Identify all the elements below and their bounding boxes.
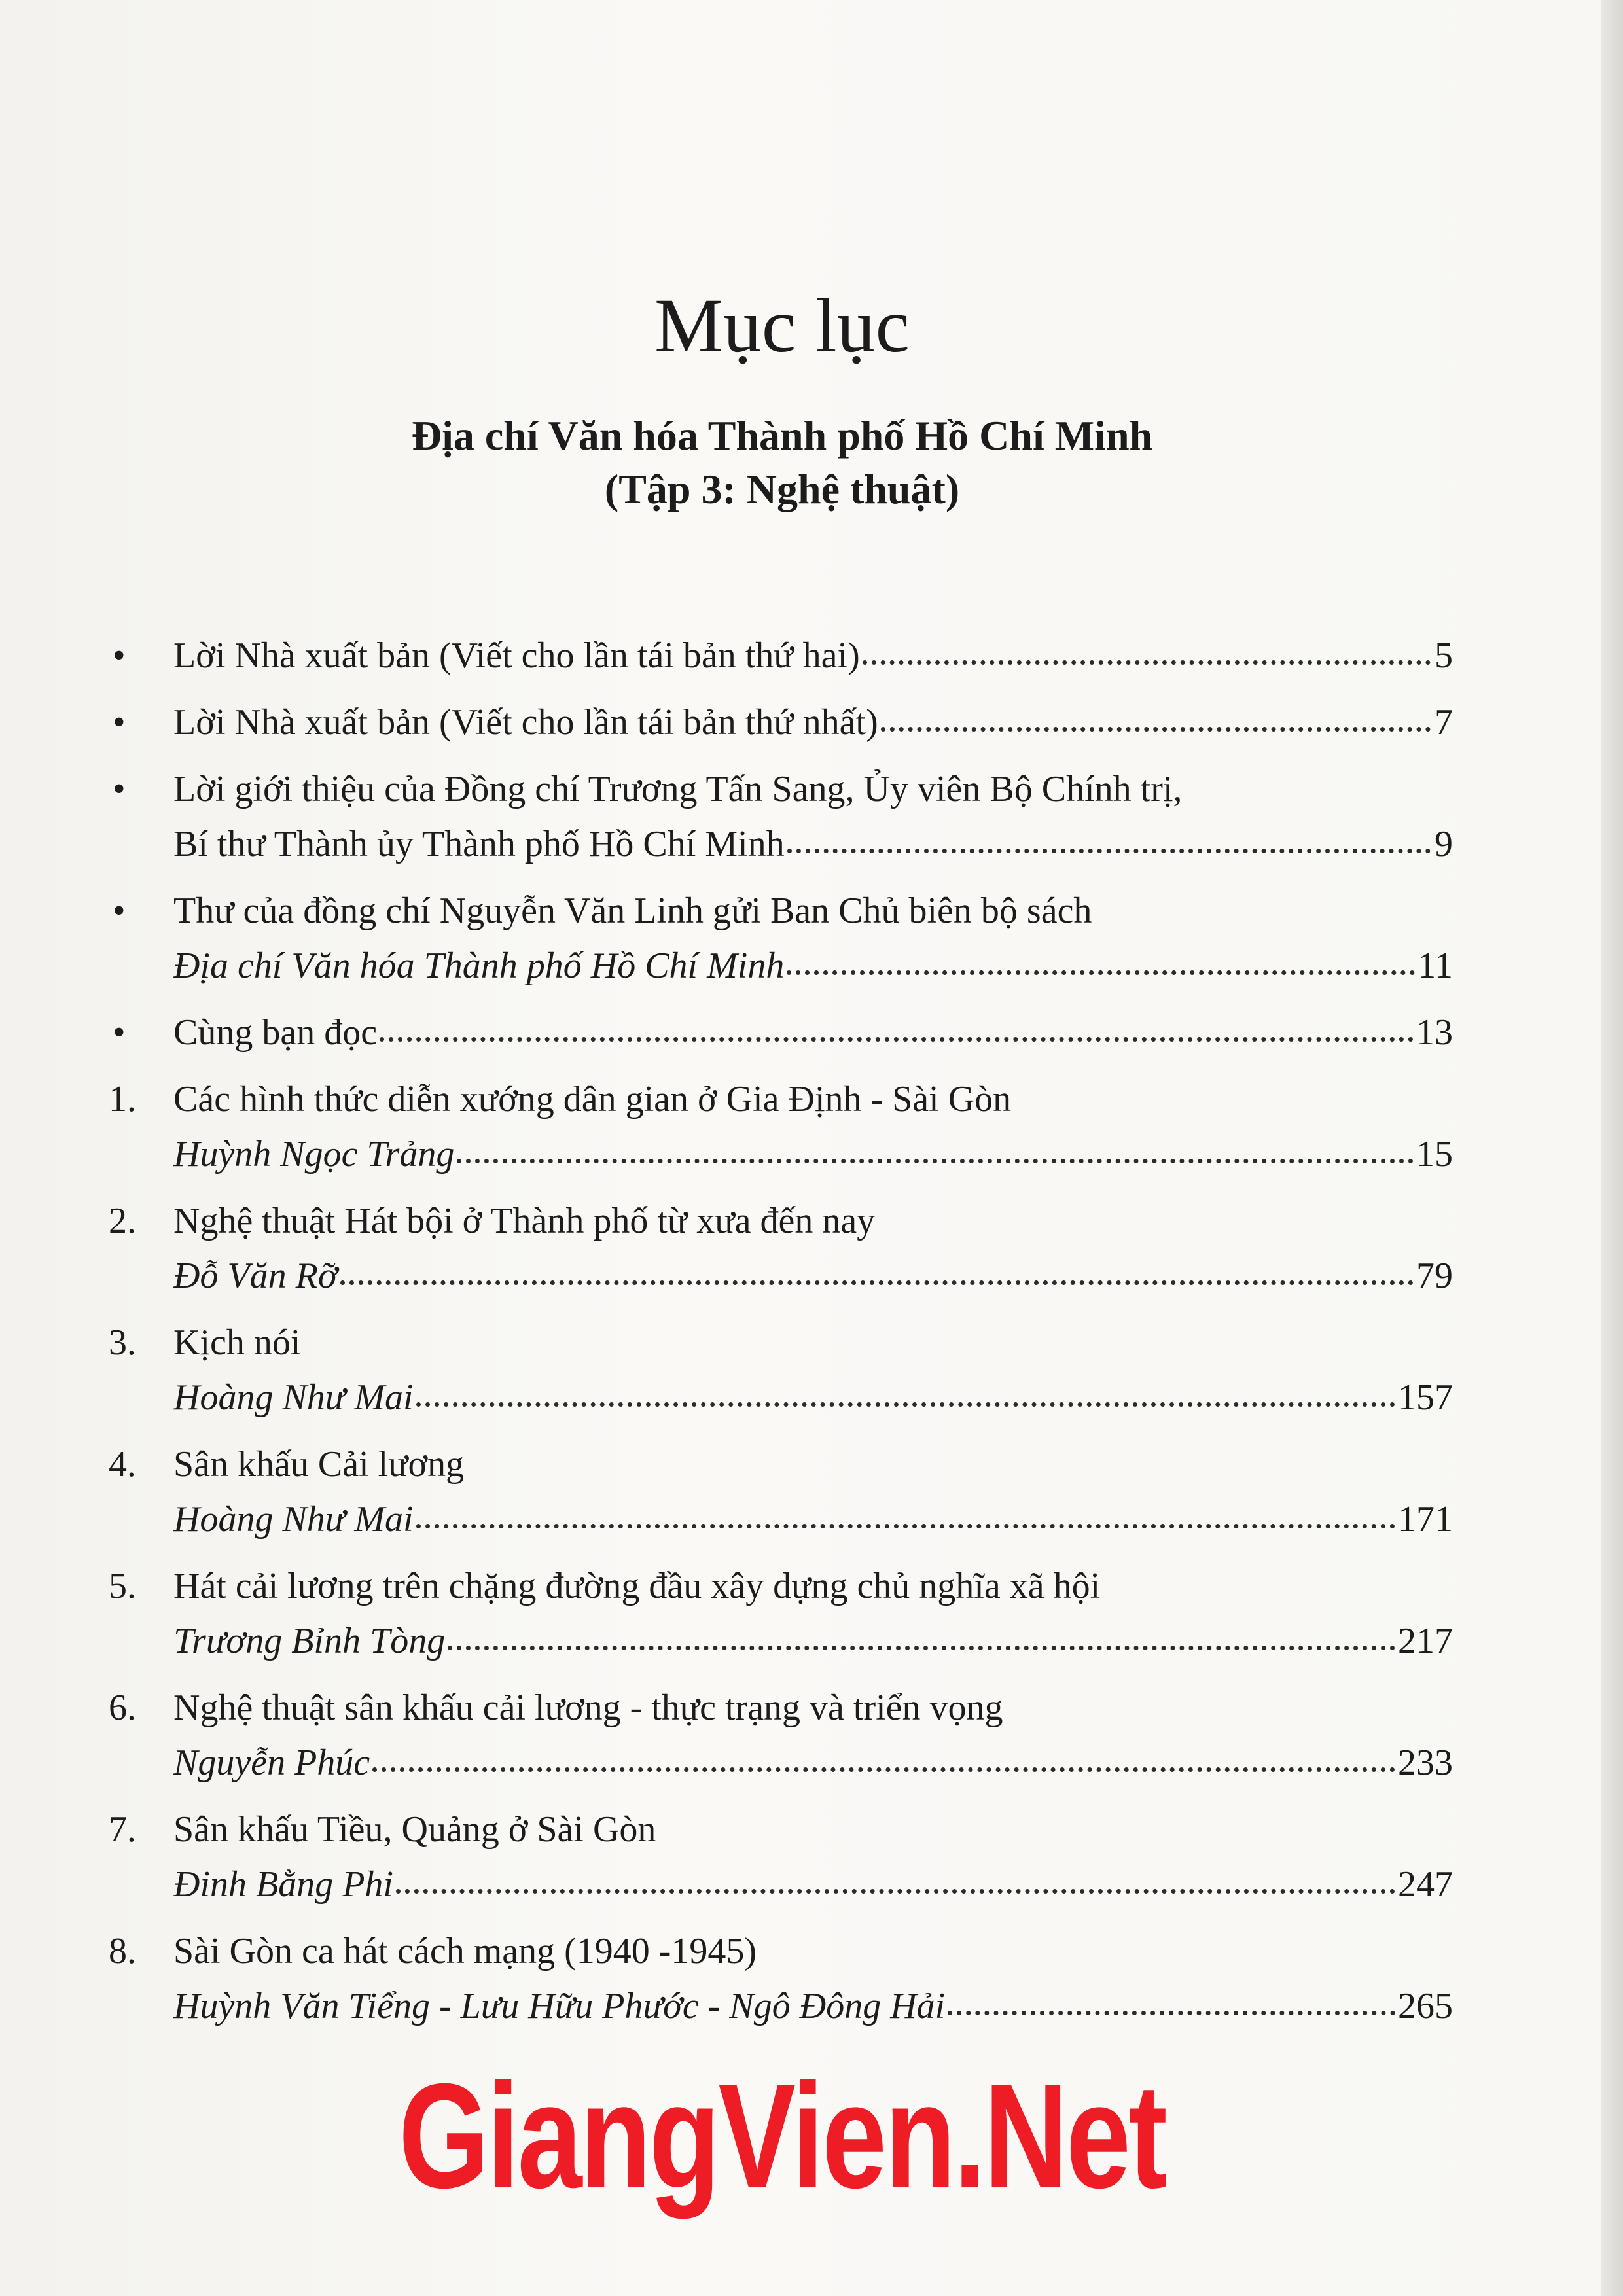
dot-leader	[448, 1642, 1395, 1650]
toc-entry-author: Huỳnh Ngọc Trảng	[173, 1134, 455, 1174]
toc-entry	[105, 628, 1453, 683]
dot-leader	[372, 1763, 1395, 1772]
chapter-number: 3.	[109, 1322, 136, 1363]
toc-entry	[105, 1005, 1453, 1060]
toc-entry	[105, 1924, 1453, 2034]
dot-leader	[416, 1520, 1395, 1528]
toc-page-number: 5	[1435, 635, 1453, 676]
page-title: Mục lục	[654, 283, 910, 368]
toc-entry-author: Đinh Bằng Phi	[173, 1864, 393, 1905]
toc-page-number: 79	[1416, 1256, 1453, 1296]
toc-entry-title: Nghệ thuật Hát bội ở Thành phố từ xưa đến nay	[173, 1201, 876, 1241]
page-edge-shadow	[1601, 0, 1623, 2296]
subtitle-line-2: (Tập 3: Nghệ thuật)	[604, 466, 960, 512]
table-of-contents	[105, 628, 1453, 2034]
dot-leader	[948, 2007, 1395, 2015]
toc-entry	[105, 1680, 1453, 1790]
toc-entry-title: Lời Nhà xuất bản (Viết cho lần tái bản thứ hai)	[173, 635, 860, 676]
toc-entry-author: Đỗ Văn Rỡ	[173, 1256, 338, 1296]
toc-entry-author: Huỳnh Văn Tiểng - Lưu Hữu Phước - Ngô Đông Hải	[173, 1986, 946, 2026]
toc-entry	[105, 762, 1453, 872]
chapter-number: 7.	[109, 1809, 136, 1850]
chapter-number: 5.	[109, 1566, 136, 1606]
toc-entry-title: Kịch nói	[173, 1322, 301, 1363]
dot-leader	[340, 1277, 1414, 1285]
toc-page-number: 171	[1398, 1499, 1453, 1540]
toc-entry-author: Nguyễn Phúc	[173, 1742, 370, 1783]
dot-leader	[787, 845, 1431, 853]
toc-entry	[105, 1559, 1453, 1669]
bullet-marker: •	[113, 769, 126, 809]
toc-entry-author: Hoàng Như Mai	[173, 1377, 414, 1418]
toc-entry-book-title: Địa chí Văn hóa Thành phố Hồ Chí Minh	[173, 945, 785, 986]
toc-entry-title: Các hình thức diễn xướng dân gian ở Gia Định - Sài Gòn	[173, 1079, 1012, 1120]
chapter-number: 2.	[109, 1201, 136, 1241]
chapter-number: 4.	[109, 1444, 136, 1485]
bullet-marker: •	[113, 702, 126, 743]
toc-entry-subtitle: Bí thư Thành ủy Thành phố Hồ Chí Minh	[173, 824, 785, 864]
toc-entry-title: Nghệ thuật sân khấu cải lương - thực trạng và triển vọng	[173, 1687, 1003, 1728]
dot-leader	[787, 966, 1415, 975]
chapter-number: 1.	[109, 1079, 136, 1120]
dot-leader	[863, 656, 1431, 665]
toc-page-number: 15	[1416, 1134, 1453, 1174]
bullet-marker: •	[113, 635, 126, 676]
toc-entry-title: Thư của đồng chí Nguyễn Văn Linh gửi Ban Chủ biên bộ sách	[173, 891, 1092, 931]
toc-entry-title: Cùng bạn đọc	[173, 1012, 378, 1053]
toc-page-number: 233	[1398, 1742, 1453, 1783]
toc-entry	[105, 883, 1453, 993]
toc-entry-title: Lời giới thiệu của Đồng chí Trương Tấn Sang, Ủy viên Bộ Chính trị,	[173, 769, 1183, 809]
toc-entry-title: Sân khấu Cải lương	[173, 1444, 465, 1485]
toc-page-number: 157	[1398, 1377, 1453, 1418]
toc-entry	[105, 1193, 1453, 1303]
toc-page-number: 217	[1398, 1621, 1453, 1661]
toc-page-number: 247	[1398, 1864, 1453, 1905]
bullet-marker: •	[113, 891, 126, 931]
toc-entry	[105, 1315, 1453, 1425]
subtitle-line-1: Địa chí Văn hóa Thành phố Hồ Chí Minh	[411, 412, 1153, 459]
toc-entry	[105, 1802, 1453, 1912]
toc-entry-title: Sài Gòn ca hát cách mạng (1940 -1945)	[173, 1931, 757, 1971]
toc-entry	[105, 1437, 1453, 1547]
dot-leader	[457, 1155, 1414, 1163]
toc-page-number: 265	[1398, 1986, 1453, 2026]
toc-page-number: 9	[1435, 824, 1453, 864]
dot-leader	[380, 1033, 1414, 1042]
chapter-number: 6.	[109, 1687, 136, 1728]
watermark-logo: GiangVien.Net	[399, 2053, 1166, 2219]
toc-entry-title: Hát cải lương trên chặng đường đầu xây dựng chủ nghĩa xã hội	[173, 1566, 1101, 1606]
toc-page-number: 13	[1416, 1012, 1453, 1053]
toc-entry-author: Hoàng Như Mai	[173, 1499, 414, 1540]
toc-entry-title: Sân khấu Tiều, Quảng ở Sài Gòn	[173, 1809, 656, 1850]
toc-page-number: 7	[1435, 702, 1453, 743]
book-subtitle	[0, 409, 1564, 516]
toc-page-number: 11	[1418, 945, 1453, 986]
dot-leader	[881, 723, 1431, 732]
dot-leader	[416, 1398, 1395, 1407]
dot-leader	[396, 1885, 1395, 1894]
toc-entry	[105, 695, 1453, 750]
toc-entry	[105, 1072, 1453, 1182]
chapter-number: 8.	[109, 1931, 136, 1971]
toc-entry-title: Lời Nhà xuất bản (Viết cho lần tái bản thứ nhất)	[173, 702, 878, 743]
bullet-marker: •	[113, 1012, 126, 1053]
toc-entry-author: Trương Bỉnh Tòng	[173, 1621, 446, 1661]
